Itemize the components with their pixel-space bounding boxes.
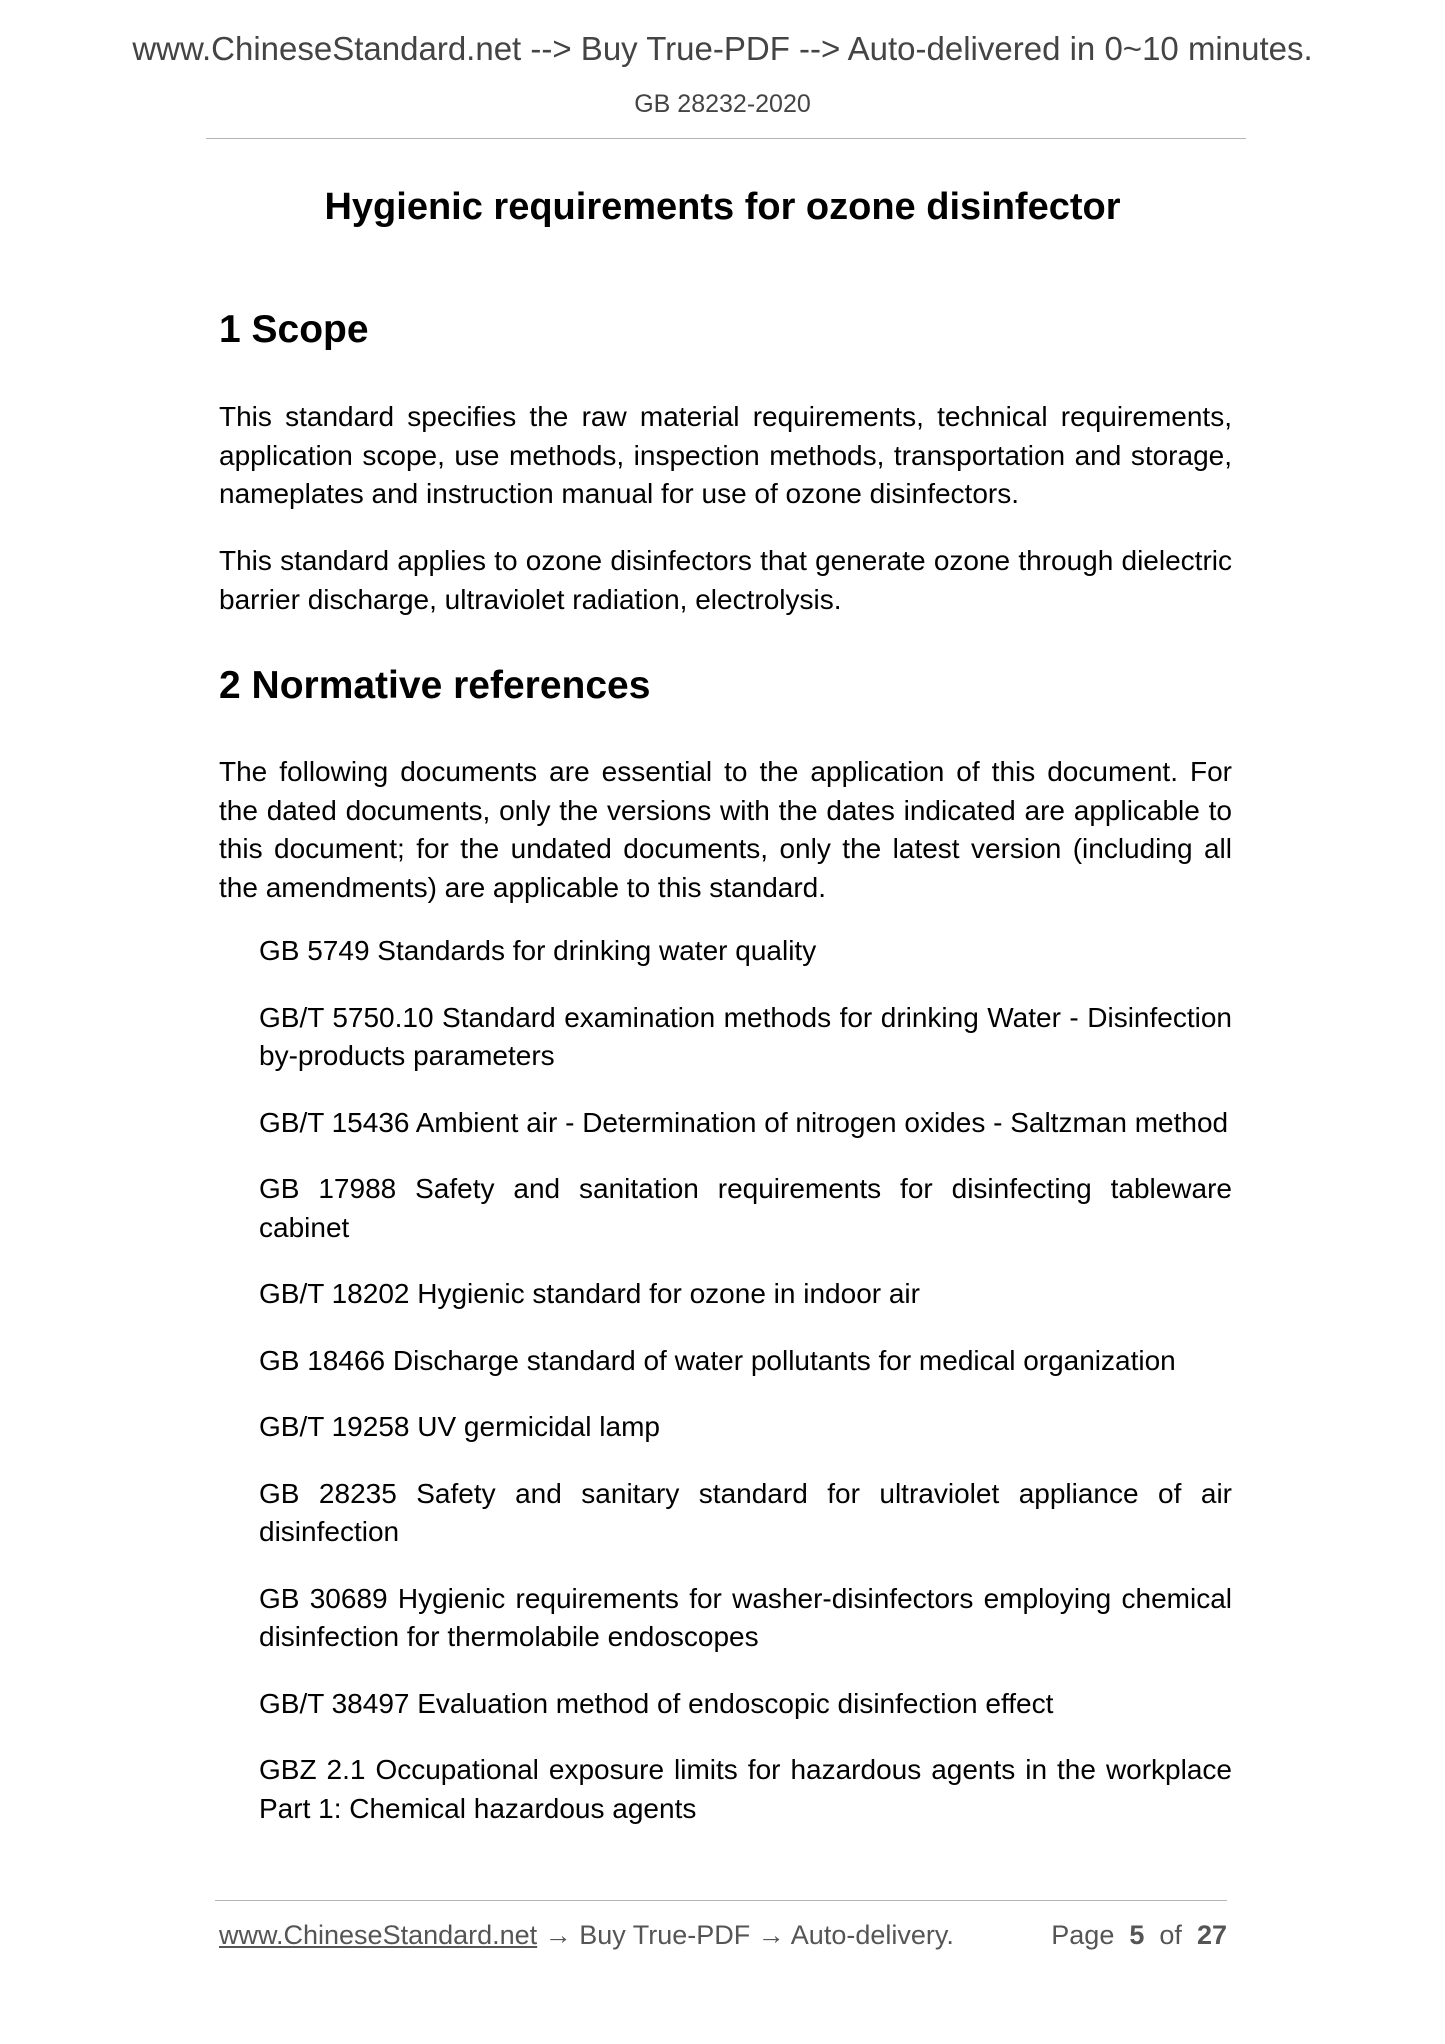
document-title: Hygienic requirements for ozone disinfector xyxy=(324,186,1121,228)
page-of: of xyxy=(1159,1920,1182,1950)
reference-item-gb-18466: GB 18466 Discharge standard of water pollutants for medical organization xyxy=(259,1344,1176,1376)
scope-paragraph-2: This standard applies to ozone disinfectors that generate ozone through dielectric barrier discharge, ultraviolet radiation, electrolysis. xyxy=(219,545,1232,615)
page-label: Page xyxy=(1051,1920,1115,1950)
arrow-right-icon: → xyxy=(544,1920,572,1950)
reference-list xyxy=(259,932,1232,1828)
reference-item-gbt-19258: GB/T 19258 UV germicidal lamp xyxy=(259,1411,660,1442)
references-intro-paragraph: The following documents are essential to the application of this document. For the dated documents, only the versions with the dates indicated are applicable to this document; for the undated documents, only the latest version (including all the amendments) are applicable to this standard. xyxy=(219,756,1232,903)
section-heading-scope: 1 Scope xyxy=(219,308,369,351)
reference-item-gb-17988: GB 17988 Safety and sanitation requirements for disinfecting tableware cabinet xyxy=(259,1173,1232,1243)
scope-paragraph-1: This standard specifies the raw material requirements, technical requirements, application scope, use methods, inspection methods, transportation and storage, nameplates and instruction manual for use of ozone disinfectors. xyxy=(219,401,1232,509)
reference-item-gbt-18202: GB/T 18202 Hygienic standard for ozone in indoor air xyxy=(259,1278,920,1309)
reference-item-gb-5749: GB 5749 Standards for drinking water quality xyxy=(259,935,817,966)
page-current: 5 xyxy=(1129,1920,1145,1950)
standard-code: GB 28232-2020 xyxy=(634,90,811,118)
reference-item-gbt-5750-10: GB/T 5750.10 Standard examination methods for drinking Water - Disinfection by-products parameters xyxy=(259,1001,1232,1071)
footer-promo xyxy=(219,1920,954,1951)
footer-divider xyxy=(215,1900,1227,1901)
reference-item-gb-30689: GB 30689 Hygienic requirements for washer-disinfectors employing chemical disinfection for thermolabile endoscopes xyxy=(259,1582,1232,1652)
reference-item-gbt-15436: GB/T 15436 Ambient air - Determination of nitrogen oxides - Saltzman method xyxy=(259,1106,1229,1138)
section-heading-normative-references: 2 Normative references xyxy=(219,664,651,707)
page-total: 27 xyxy=(1196,1920,1227,1950)
footer-buy-text: Buy True-PDF xyxy=(579,1920,751,1950)
reference-item-gb-28235: GB 28235 Safety and sanitary standard for ultraviolet appliance of air disinfection xyxy=(259,1477,1232,1547)
header-divider xyxy=(206,138,1246,139)
page-indicator xyxy=(1051,1920,1227,1951)
reference-item-gbz-2-1: GBZ 2.1 Occupational exposure limits for hazardous agents in the workplace Part 1: Chemical hazardous agents xyxy=(259,1754,1232,1824)
footer-site-link[interactable]: www.ChineseStandard.net xyxy=(219,1920,538,1950)
arrow-right-icon: → xyxy=(757,1920,785,1950)
header-banner: www.ChineseStandard.net --> Buy True-PDF --> Auto-delivered in 0~10 minutes. xyxy=(132,30,1313,67)
reference-item-gbt-38497: GB/T 38497 Evaluation method of endoscopic disinfection effect xyxy=(259,1687,1054,1719)
footer-delivery-text: Auto-delivery. xyxy=(790,1920,954,1950)
